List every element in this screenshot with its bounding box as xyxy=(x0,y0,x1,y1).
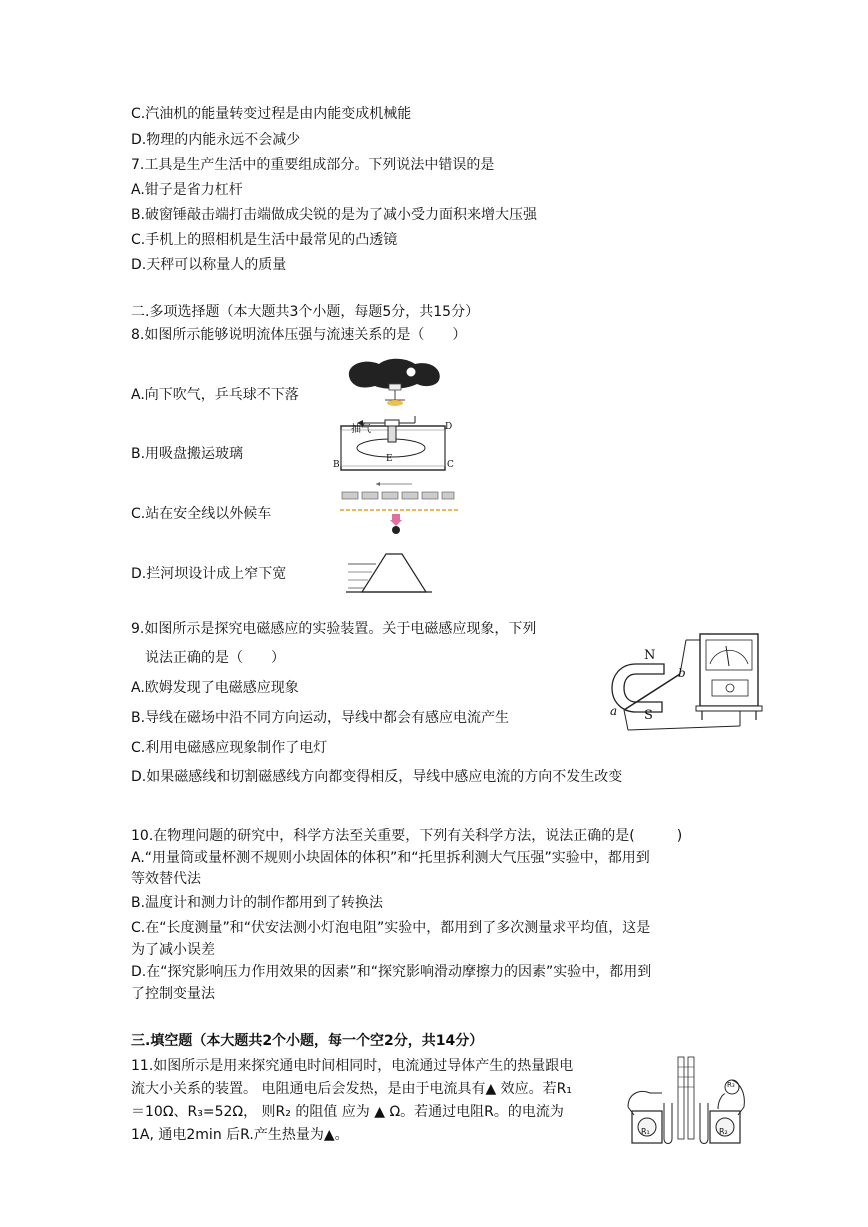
q8-option-b: B.用吸盘搬运玻璃 xyxy=(131,446,244,462)
q7-option-b: B.破窗锤敲击端打击端做成尖锐的是为了减小受力面积来增大压强 xyxy=(131,207,538,223)
q8-stem: 8.如图所示能够说明流体压强与流速关系的是（ ） xyxy=(131,327,467,343)
q9-option-b: B.导线在磁场中沿不同方向运动，导线中都会有感应电流产生 xyxy=(131,710,510,726)
q9-option-a: A.欧姆发现了电磁感应现象 xyxy=(131,680,299,696)
q8-option-c: C.站在安全线以外候车 xyxy=(131,506,272,522)
q8-figure-b-suction-cup xyxy=(333,412,458,474)
q8-figure-b-label-e: E xyxy=(386,454,393,464)
q9-figure-label-n: N xyxy=(644,648,656,663)
q8-figure-b-pump-label: 抽气 xyxy=(351,424,371,435)
section2-title: 二.多项选择题（本大题共3个小题，每题5分，共15分） xyxy=(131,304,480,320)
q8-figure-a-blow-ball xyxy=(345,356,445,408)
q7-option-c: C.手机上的照相机是生活中最常见的凸透镜 xyxy=(131,232,398,248)
q9-option-d: D.如果磁感线和切割磁感线方向都变得相反，导线中感应电流的方向不发生改变 xyxy=(131,769,623,785)
q8-figure-d-dam xyxy=(346,548,432,598)
q8-figure-c-train-safety-line xyxy=(340,480,458,536)
q11-figure-label-r1: R₁ xyxy=(641,1127,650,1136)
q11-figure-joule-heating-apparatus xyxy=(620,1053,752,1147)
q9-figure-label-s: S xyxy=(644,708,653,723)
q7-option-d: D.天秤可以称量人的质量 xyxy=(131,257,287,273)
q9-stem-line-1: 9.如图所示是探究电磁感应的实验装置。关于电磁感应现象，下列 xyxy=(131,621,537,637)
q11-figure-label-r2: R₂ xyxy=(719,1127,728,1136)
q11-figure-label-r3: R₃ xyxy=(727,1081,735,1089)
q11-line-1: 11.如图所示是用来探究通电时间相同时，电流通过导体产生的热量跟电 xyxy=(131,1058,574,1074)
q10-option-d-line-2: 了控制变量法 xyxy=(131,986,215,1002)
q9-figure-label-a: a xyxy=(610,704,618,718)
q10-option-a-line-2: 等效替代法 xyxy=(131,871,201,887)
q7-stem: 7.工具是生产生活中的重要组成部分。下列说法中错误的是 xyxy=(131,157,495,173)
q9-figure-induction-apparatus xyxy=(606,630,766,740)
q8-figure-b-label-b: B xyxy=(333,460,340,470)
q10-option-c-line-1: C.在“长度测量”和“伏安法测小灯泡电阻”实验中，都用到了多次测量求平均值，这是 xyxy=(131,920,651,936)
q11-line-2: 流大小关系的装置。 电阻通电后会发热，是由于电流具有▲ 效应。若R₁ xyxy=(131,1081,573,1097)
q8-figure-b-label-c: C xyxy=(447,460,454,470)
q7-option-a: A.钳子是省力杠杆 xyxy=(131,182,243,198)
q8-option-d: D.拦河坝设计成上窄下宽 xyxy=(131,566,287,582)
q10-stem: 10.在物理问题的研究中，科学方法至关重要，下列有关科学方法，说法正确的是( ) xyxy=(131,828,683,844)
q6-option-c: C.汽油机的能量转变过程是由内能变成机械能 xyxy=(131,106,412,122)
q9-stem-line-2: 说法正确的是（ ） xyxy=(145,650,285,666)
q9-figure-label-b: b xyxy=(678,666,686,680)
q9-option-c: C.利用电磁感应现象制作了电灯 xyxy=(131,740,328,756)
q10-option-a-line-1: A.“用量筒或量杯测不规则小块固体的体积”和“托里拆利测大气压强”实验中，都用到 xyxy=(131,850,650,866)
q10-option-d-line-1: D.在“探究影响压力作用效果的因素”和“探究影响滑动摩擦力的因素”实验中，都用到 xyxy=(131,964,652,980)
q11-line-4: 1A, 通电2min 后R.产生热量为▲。 xyxy=(131,1127,349,1143)
q10-option-b: B.温度计和测力计的制作都用到了转换法 xyxy=(131,895,384,911)
q10-option-c-line-2: 为了减小误差 xyxy=(131,942,215,958)
q8-option-a: A.向下吹气，乒乓球不下落 xyxy=(131,387,299,403)
q11-line-3: ＝10Ω、R₃=52Ω， 则R₂ 的阻值 应为 ▲ Ω。若通过电阻R。的电流为 xyxy=(131,1104,564,1120)
q6-option-d: D.物理的内能永远不会减少 xyxy=(131,132,301,148)
q8-figure-b-label-d: D xyxy=(445,422,453,432)
section3-title: 三.填空题（本大题共2个小题，每一个空2分，共14分） xyxy=(131,1033,484,1049)
